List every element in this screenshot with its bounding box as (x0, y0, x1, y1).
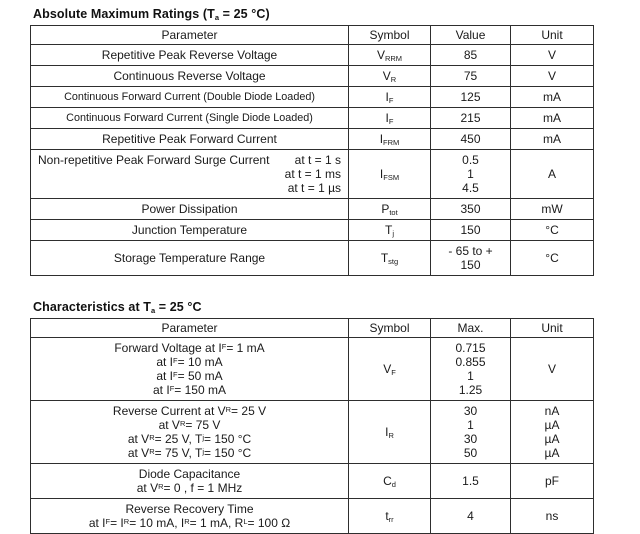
parameter-line: at t = 1 ms (284, 167, 341, 181)
column-header: Symbol (349, 26, 431, 45)
value-cell (431, 129, 511, 150)
parameter-cell (31, 401, 349, 464)
column-header: Parameter (31, 26, 349, 45)
parameter-cell (31, 87, 349, 108)
value-line: 4.5 (462, 181, 479, 195)
subscript: F (388, 96, 394, 105)
value-cell (431, 499, 511, 534)
value-line: 150 (460, 223, 481, 237)
parameter-line: Storage Temperature Range (113, 251, 266, 265)
subscript: R (390, 75, 397, 84)
subscript: FSM (383, 173, 400, 182)
unit-line: mA (543, 111, 561, 125)
table-row (31, 499, 594, 534)
absolute-maximum-ratings-section (30, 7, 640, 276)
parameter-cell (31, 45, 349, 66)
parameter-line: at t = 1 µs (287, 181, 341, 195)
unit-line: V (547, 69, 556, 83)
unit-line: V (547, 362, 556, 376)
parameter-cell (31, 338, 349, 401)
symbol-cell: $I_F$ (349, 87, 431, 108)
subscript: R (158, 482, 164, 491)
unit-cell (511, 150, 594, 199)
subscript: R (179, 419, 186, 428)
header-row (31, 26, 594, 45)
condition-text: at t = 1 s (294, 153, 341, 167)
column-header: Parameter (31, 319, 349, 338)
value-cell (431, 241, 511, 276)
subscript: FRM (383, 138, 400, 147)
subscript: R (225, 405, 232, 414)
parameter-cell (31, 66, 349, 87)
table-row (31, 338, 594, 401)
value-cell (431, 464, 511, 499)
column-header: Symbol (349, 319, 431, 338)
characteristics-section (30, 300, 640, 534)
symbol-cell: $T_{stg}$ (349, 241, 431, 276)
table-row (31, 66, 594, 87)
parameter-line: Continuous Forward Current (Single Diode Loaded) (66, 112, 313, 124)
parameter-line: at V $_R$ = 25 V, T $_j$ = 150 °C (127, 432, 252, 446)
unit-line: A (547, 167, 556, 181)
value-line: 1 (467, 418, 474, 432)
value-line: 50 (463, 446, 478, 460)
parameter-cell (31, 241, 349, 276)
characteristics-title: Characteristics at $T_a = 25$ °C (33, 300, 202, 315)
parameter-line: at V $_R$ = 0 , f = 1 MHz (136, 481, 243, 495)
parameter-line: at I $_F$ = 50 mA (156, 369, 223, 383)
value-cell (431, 220, 511, 241)
subscript: F (105, 517, 111, 526)
parameter-line: at I $_F$ = 150 mA (153, 383, 226, 397)
subscript: R (149, 447, 155, 456)
unit-cell (511, 464, 594, 499)
subscript: F (173, 370, 178, 379)
unit-line: mA (543, 90, 561, 104)
unit-cell (511, 108, 594, 129)
value-line: 1 (467, 167, 474, 181)
value-line: 215 (460, 111, 481, 125)
table-row (31, 241, 594, 276)
symbol-cell: $V_{RRM}$ (349, 45, 431, 66)
unit-cell (511, 499, 594, 534)
value-line: 30 (463, 432, 478, 446)
value-line: 1.5 (462, 474, 479, 488)
column-header: Max. (431, 319, 511, 338)
symbol-cell: $I_{FSM}$ (349, 150, 431, 199)
unit-cell (511, 87, 594, 108)
symbol-cell: $T_j$ (349, 220, 431, 241)
parameter-line: Power Dissipation (141, 202, 238, 216)
table-row (31, 129, 594, 150)
header-row (31, 319, 594, 338)
column-header: Unit (511, 26, 594, 45)
value-line: 85 (463, 48, 478, 62)
symbol-cell: $I_F$ (349, 108, 431, 129)
value-cell (431, 401, 511, 464)
parameter-line: at I $_F$ = 10 mA (156, 355, 223, 369)
value-line: 1 (467, 369, 474, 383)
value-cell (431, 66, 511, 87)
value-cell (431, 150, 511, 199)
value-cell (431, 45, 511, 66)
parameter-line: Continuous Forward Current (Double Diode Loaded) (64, 91, 315, 103)
table-row (31, 401, 594, 464)
subscript: d (391, 480, 396, 489)
symbol-cell: $P_{tot}$ (349, 199, 431, 220)
parameter-cell (31, 464, 349, 499)
parameter-line: at I $_F$ = I $_R$ = 10 mA, I $_R$ = 1 mA, R $_L$ = 100 Ω (88, 516, 291, 530)
column-header: Value (431, 26, 511, 45)
unit-cell (511, 220, 594, 241)
parameter-cell (31, 129, 349, 150)
subscript: RRM (384, 54, 403, 63)
subscript: j (392, 229, 394, 238)
symbol-cell: $t_{rr}$ (349, 499, 431, 534)
table-row (31, 150, 594, 199)
value-line: 1.25 (458, 383, 483, 397)
unit-line: V (547, 48, 556, 62)
subscript: F (388, 117, 394, 126)
unit-line: pF (544, 474, 559, 488)
unit-line: °C (545, 251, 559, 265)
value-line: 30 (463, 404, 478, 418)
parameter-line: at V $_R$ = 75 V, T $_j$ = 150 °C (127, 446, 252, 460)
subscript: F (173, 356, 178, 365)
unit-line: mW (541, 202, 563, 216)
column-header: Unit (511, 319, 594, 338)
parameter-line: Continuous Reverse Voltage (113, 69, 266, 83)
table-row (31, 108, 594, 129)
table-row (31, 87, 594, 108)
value-line: 75 (463, 69, 478, 83)
subscript: tot (389, 208, 398, 217)
symbol-cell: $C_d$ (349, 464, 431, 499)
value-cell (431, 338, 511, 401)
subscript: a (214, 13, 220, 22)
parameter-line: Repetitive Peak Reverse Voltage (101, 48, 278, 62)
parameter-cell (31, 108, 349, 129)
unit-cell (511, 45, 594, 66)
value-line: 0.5 (462, 153, 479, 167)
parameter-text: Non-repetitive Peak Forward Surge Current (38, 153, 270, 167)
subscript: F (221, 342, 227, 351)
symbol-cell: $V_F$ (349, 338, 431, 401)
parameter-line: Diode Capacitance (138, 467, 241, 481)
absolute-maximum-ratings-title: Absolute Maximum Ratings ($T_a = 25$ °C) (33, 7, 270, 22)
value-cell (431, 87, 511, 108)
value-line: 350 (460, 202, 481, 216)
table-row (31, 220, 594, 241)
parameter-cell (31, 499, 349, 534)
parameter-line: Reverse Current at V $_R$ = 25 V (112, 404, 267, 418)
parameter-line: Reverse Recovery Time (125, 502, 254, 516)
subscript: j (202, 447, 204, 456)
subscript: R (149, 433, 155, 442)
value-cell (431, 108, 511, 129)
subscript: rr (388, 515, 394, 524)
value-line: - 65 to + 150 (448, 244, 493, 272)
parameter-line: Repetitive Peak Forward Current (102, 132, 277, 146)
parameter-line: at V $_R$ = 75 V (158, 418, 221, 432)
unit-line: µA (544, 446, 560, 460)
symbol-cell: $V_R$ (349, 66, 431, 87)
parameter-cell (31, 199, 349, 220)
subscript: R (123, 517, 130, 526)
parameter-line: Junction Temperature (131, 223, 248, 237)
table-row (31, 45, 594, 66)
value-line: 450 (460, 132, 481, 146)
subscript: F (391, 368, 396, 377)
value-line: 125 (460, 90, 481, 104)
value-line: 0.715 (455, 341, 486, 355)
unit-cell (511, 241, 594, 276)
subscript: F (169, 384, 175, 393)
characteristics-table (30, 318, 594, 534)
unit-line: nA (544, 404, 560, 418)
subscript: R (184, 517, 190, 526)
unit-line: µA (544, 432, 560, 446)
value-cell (431, 199, 511, 220)
parameter-line: Forward Voltage at I $_F$ = 1 mA (114, 341, 265, 355)
absolute-maximum-ratings-table (30, 25, 594, 276)
table-row (31, 464, 594, 499)
value-line: 4 (467, 509, 474, 523)
unit-cell (511, 401, 594, 464)
subscript: a (151, 306, 156, 315)
parameter-line (38, 153, 341, 167)
subscript: R (388, 431, 394, 440)
subscript: L (243, 517, 248, 526)
parameter-cell (31, 150, 349, 199)
unit-cell (511, 66, 594, 87)
symbol-cell: $I_{FRM}$ (349, 129, 431, 150)
subscript: stg (388, 257, 399, 266)
symbol-cell: $I_R$ (349, 401, 431, 464)
parameter-cell (31, 220, 349, 241)
unit-cell (511, 129, 594, 150)
unit-line: ns (545, 509, 559, 523)
subscript: j (202, 433, 204, 442)
unit-cell (511, 199, 594, 220)
unit-cell (511, 338, 594, 401)
unit-line: µA (544, 418, 560, 432)
unit-line: mA (543, 132, 561, 146)
unit-line: °C (545, 223, 559, 237)
table-row (31, 199, 594, 220)
value-line: 0.855 (455, 355, 486, 369)
